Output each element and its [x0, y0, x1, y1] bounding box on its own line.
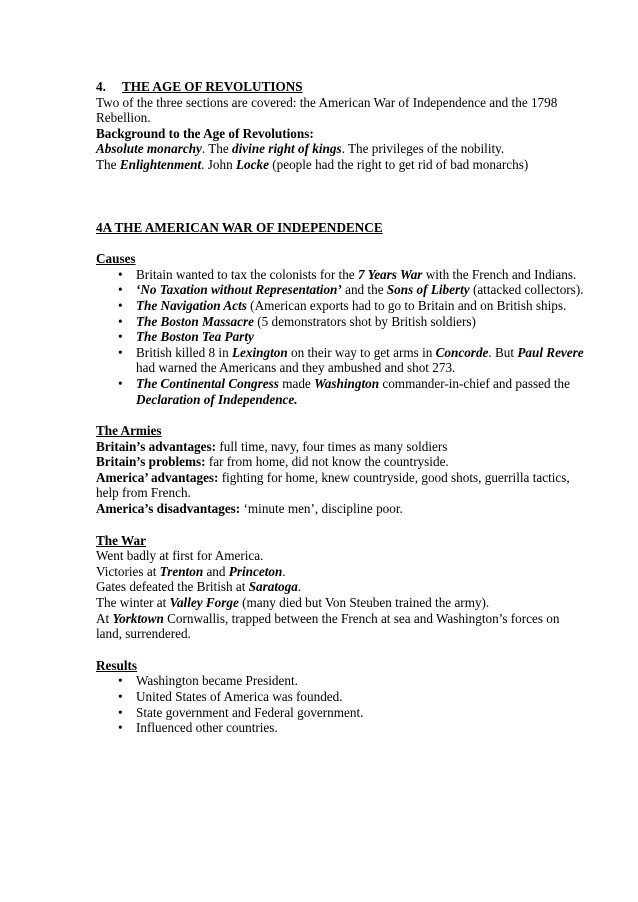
text: and the	[341, 282, 387, 298]
background-line	[96, 157, 596, 173]
text: made	[278, 375, 315, 391]
text: and	[203, 563, 229, 579]
text: British killed 8 in	[136, 344, 232, 360]
term: The Boston Tea Party	[136, 329, 254, 345]
list-item	[96, 345, 596, 376]
text: with the French and Indians.	[422, 266, 577, 282]
term: The Boston Massacre	[136, 313, 254, 329]
causes-heading: Causes	[96, 251, 136, 267]
armies-line	[96, 454, 596, 470]
list-item	[96, 705, 596, 721]
text: . But	[488, 344, 518, 360]
text: (5 demonstrators shot by British soldiers)	[253, 313, 476, 329]
text: Britain wanted to tax the colonists for the	[136, 266, 358, 282]
bullet-icon: •	[118, 720, 123, 736]
list-item	[96, 314, 596, 330]
text: (people had the right to get rid of bad monarchs)	[268, 156, 529, 172]
bullet-icon: •	[118, 344, 123, 360]
term: Saratoga	[248, 579, 298, 595]
term: Lexington	[231, 344, 288, 360]
text: Influenced other countries.	[136, 720, 278, 736]
war-line	[96, 611, 596, 627]
term: Sons of Liberty	[386, 282, 470, 298]
bullet-icon: •	[118, 673, 123, 689]
text: commander-in-chief and passed the	[379, 375, 570, 391]
text: fighting for home, knew countryside, good shots, guerrilla tactics,	[218, 469, 570, 485]
text: Gates defeated the British at	[96, 579, 249, 595]
term: Yorktown	[112, 610, 164, 626]
term: Princeton	[228, 563, 283, 579]
war-line	[96, 579, 596, 595]
term: 7 Years War	[357, 266, 423, 282]
armies-line: help from French.	[96, 485, 191, 501]
bullet-icon: •	[118, 704, 123, 720]
text: . John	[201, 156, 236, 172]
label: Britain’s problems:	[96, 454, 206, 470]
causes-list	[96, 267, 596, 407]
armies-line	[96, 470, 596, 486]
text: . The privileges of the nobility.	[341, 141, 505, 157]
list-item	[96, 282, 596, 298]
list-item	[96, 298, 596, 314]
war-line: land, surrendered.	[96, 626, 191, 642]
text: (attacked collectors).	[469, 282, 584, 298]
bullet-icon: •	[118, 689, 123, 704]
term-enlightenment: Enlightenment	[119, 156, 202, 172]
term: The Continental Congress	[136, 375, 279, 391]
results-heading: Results	[96, 657, 138, 673]
text: far from home, did not know the countryside.	[205, 454, 449, 470]
label: America’ advantages:	[96, 469, 219, 485]
list-item	[96, 673, 596, 689]
background-line	[96, 141, 596, 157]
bullet-icon: •	[118, 329, 123, 345]
term-locke: Locke	[235, 156, 269, 172]
text: .	[282, 563, 286, 579]
text: State government and Federal government.	[136, 704, 364, 720]
term: Valley Forge	[169, 595, 239, 611]
text: had warned the Americans and they ambushed and shot 273.	[136, 360, 456, 376]
intro-line: Rebellion.	[96, 110, 151, 126]
results-list	[96, 673, 596, 735]
term-absolute-monarchy: Absolute monarchy	[96, 141, 202, 157]
text: The	[96, 156, 120, 172]
label: America’s disadvantages:	[96, 501, 241, 517]
text: .	[297, 579, 302, 595]
text: (American exports had to go to Britain and on British ships.	[246, 297, 567, 313]
list-item	[96, 689, 596, 705]
document-page	[96, 79, 596, 736]
term: The Navigation Acts	[136, 297, 247, 313]
section-number: 4.	[96, 79, 106, 94]
text: (many died but Von Steuben trained the army).	[238, 595, 490, 611]
war-line	[96, 595, 596, 611]
label: Britain’s advantages:	[96, 438, 217, 454]
bullet-icon: •	[118, 375, 123, 391]
term: Paul Revere	[517, 344, 584, 360]
text: . The	[201, 141, 233, 157]
armies-heading: The Armies	[96, 423, 162, 439]
text: on their way to get arms in	[287, 344, 436, 360]
bullet-icon: •	[118, 266, 123, 282]
term: Concorde	[435, 344, 489, 360]
war-heading: The War	[96, 532, 146, 548]
war-line: Went badly at first for America.	[96, 548, 264, 564]
background-heading: Background to the Age of Revolutions:	[96, 125, 314, 141]
text: Cornwallis, trapped between the French at sea and Washington’s forces on	[163, 610, 560, 626]
text: United States of America was founded.	[136, 689, 343, 704]
war-line	[96, 564, 596, 580]
bullet-icon: •	[118, 313, 123, 329]
list-item	[96, 720, 596, 736]
intro-line: Two of the three sections are covered: the American War of Independence and the 1798	[96, 94, 558, 110]
term: Declaration of Independence.	[136, 391, 298, 407]
list-item	[96, 267, 596, 283]
text: Victories at	[96, 563, 160, 579]
section-title: THE AGE OF REVOLUTIONS	[122, 79, 303, 94]
list-item	[96, 329, 596, 345]
term-divine-right: divine right of kings	[232, 141, 342, 157]
text: The winter at	[96, 595, 170, 611]
text: full time, navy, four times as many soldiers	[216, 438, 448, 454]
section-heading	[96, 79, 596, 95]
term: Trenton	[159, 563, 204, 579]
subsection-title: 4A THE AMERICAN WAR OF INDEPENDENCE	[96, 219, 383, 235]
term: ‘No Taxation without Representation’	[136, 282, 342, 298]
armies-line	[96, 439, 596, 455]
armies-line	[96, 501, 596, 517]
term: Washington	[314, 375, 380, 391]
text: ‘minute men’, discipline poor.	[240, 501, 403, 517]
text: Washington became President.	[136, 673, 298, 689]
bullet-icon: •	[118, 282, 123, 298]
list-item	[96, 376, 596, 407]
text: At	[96, 610, 113, 626]
bullet-icon: •	[118, 297, 123, 313]
